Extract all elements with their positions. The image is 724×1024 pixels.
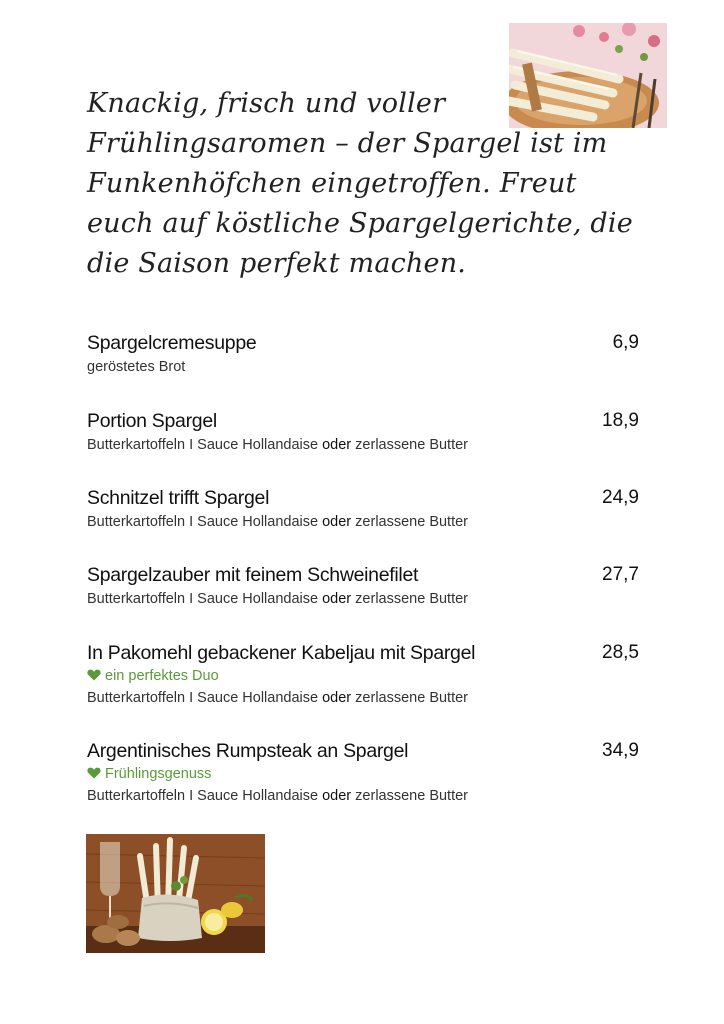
menu-item xyxy=(87,485,643,533)
menu-item-price: 28,5 xyxy=(602,642,639,663)
menu-item xyxy=(87,738,643,807)
desc-sides: Butterkartoffeln I Sauce Hollandaise xyxy=(87,788,319,804)
menu-item-highlight xyxy=(87,666,643,687)
menu-item-description xyxy=(87,588,643,610)
menu-item-price: 24,9 xyxy=(602,487,639,508)
intro-text: Knackig, frisch und voller Frühlingsaromen – der Spargel ist im Funkenhöfchen eingetroffen. Freut euch auf köstliche Spargelgerichte, die die Saison perfekt machen. xyxy=(87,88,633,279)
highlight-text: ein perfektes Duo xyxy=(105,668,219,684)
menu-item-name: Portion Spargel xyxy=(87,410,217,432)
desc-sides: Butterkartoffeln I Sauce Hollandaise xyxy=(87,437,319,453)
menu-item-name: Argentinisches Rumpsteak an Spargel xyxy=(87,740,409,762)
menu-item xyxy=(87,562,643,610)
menu-item-description xyxy=(87,511,643,533)
menu-item-description xyxy=(87,687,643,709)
menu-item-price: 6,9 xyxy=(612,332,639,353)
menu-item-name: Spargelcremesuppe xyxy=(87,332,257,354)
desc-or: oder xyxy=(322,690,352,706)
menu-item-price: 18,9 xyxy=(602,410,639,431)
desc-or: oder xyxy=(322,591,352,607)
menu-item xyxy=(87,640,643,709)
menu-item xyxy=(87,330,643,378)
desc-alternative: zerlassene Butter xyxy=(355,690,469,706)
desc-alternative: zerlassene Butter xyxy=(355,437,469,453)
heart-icon xyxy=(87,669,101,681)
desc-sides: Butterkartoffeln I Sauce Hollandaise xyxy=(87,514,319,530)
heart-icon xyxy=(87,767,101,779)
menu-item-name: Spargelzauber mit feinem Schweinefilet xyxy=(87,564,419,586)
asparagus-sack-photo xyxy=(86,834,265,953)
desc-sides: Butterkartoffeln I Sauce Hollandaise xyxy=(87,591,319,607)
desc-alternative: zerlassene Butter xyxy=(355,514,469,530)
asparagus-sack-illustration xyxy=(86,834,265,953)
menu-item-description xyxy=(87,434,643,456)
menu-item-name: In Pakomehl gebackener Kabeljau mit Spargel xyxy=(87,642,476,664)
desc-sides: Butterkartoffeln I Sauce Hollandaise xyxy=(87,690,319,706)
desc-or: oder xyxy=(322,437,352,453)
menu-item-name: Schnitzel trifft Spargel xyxy=(87,487,270,509)
menu-item xyxy=(87,408,643,456)
menu-item-price: 34,9 xyxy=(602,740,639,761)
menu-item-price: 27,7 xyxy=(602,564,639,585)
menu-item-description: geröstetes Brot xyxy=(87,359,186,375)
menu-item-description xyxy=(87,785,643,807)
desc-or: oder xyxy=(322,788,352,804)
highlight-text: Frühlingsgenuss xyxy=(105,766,212,782)
desc-or: oder xyxy=(322,514,352,530)
desc-alternative: zerlassene Butter xyxy=(355,788,469,804)
menu-item-highlight xyxy=(87,764,643,785)
desc-alternative: zerlassene Butter xyxy=(355,591,469,607)
